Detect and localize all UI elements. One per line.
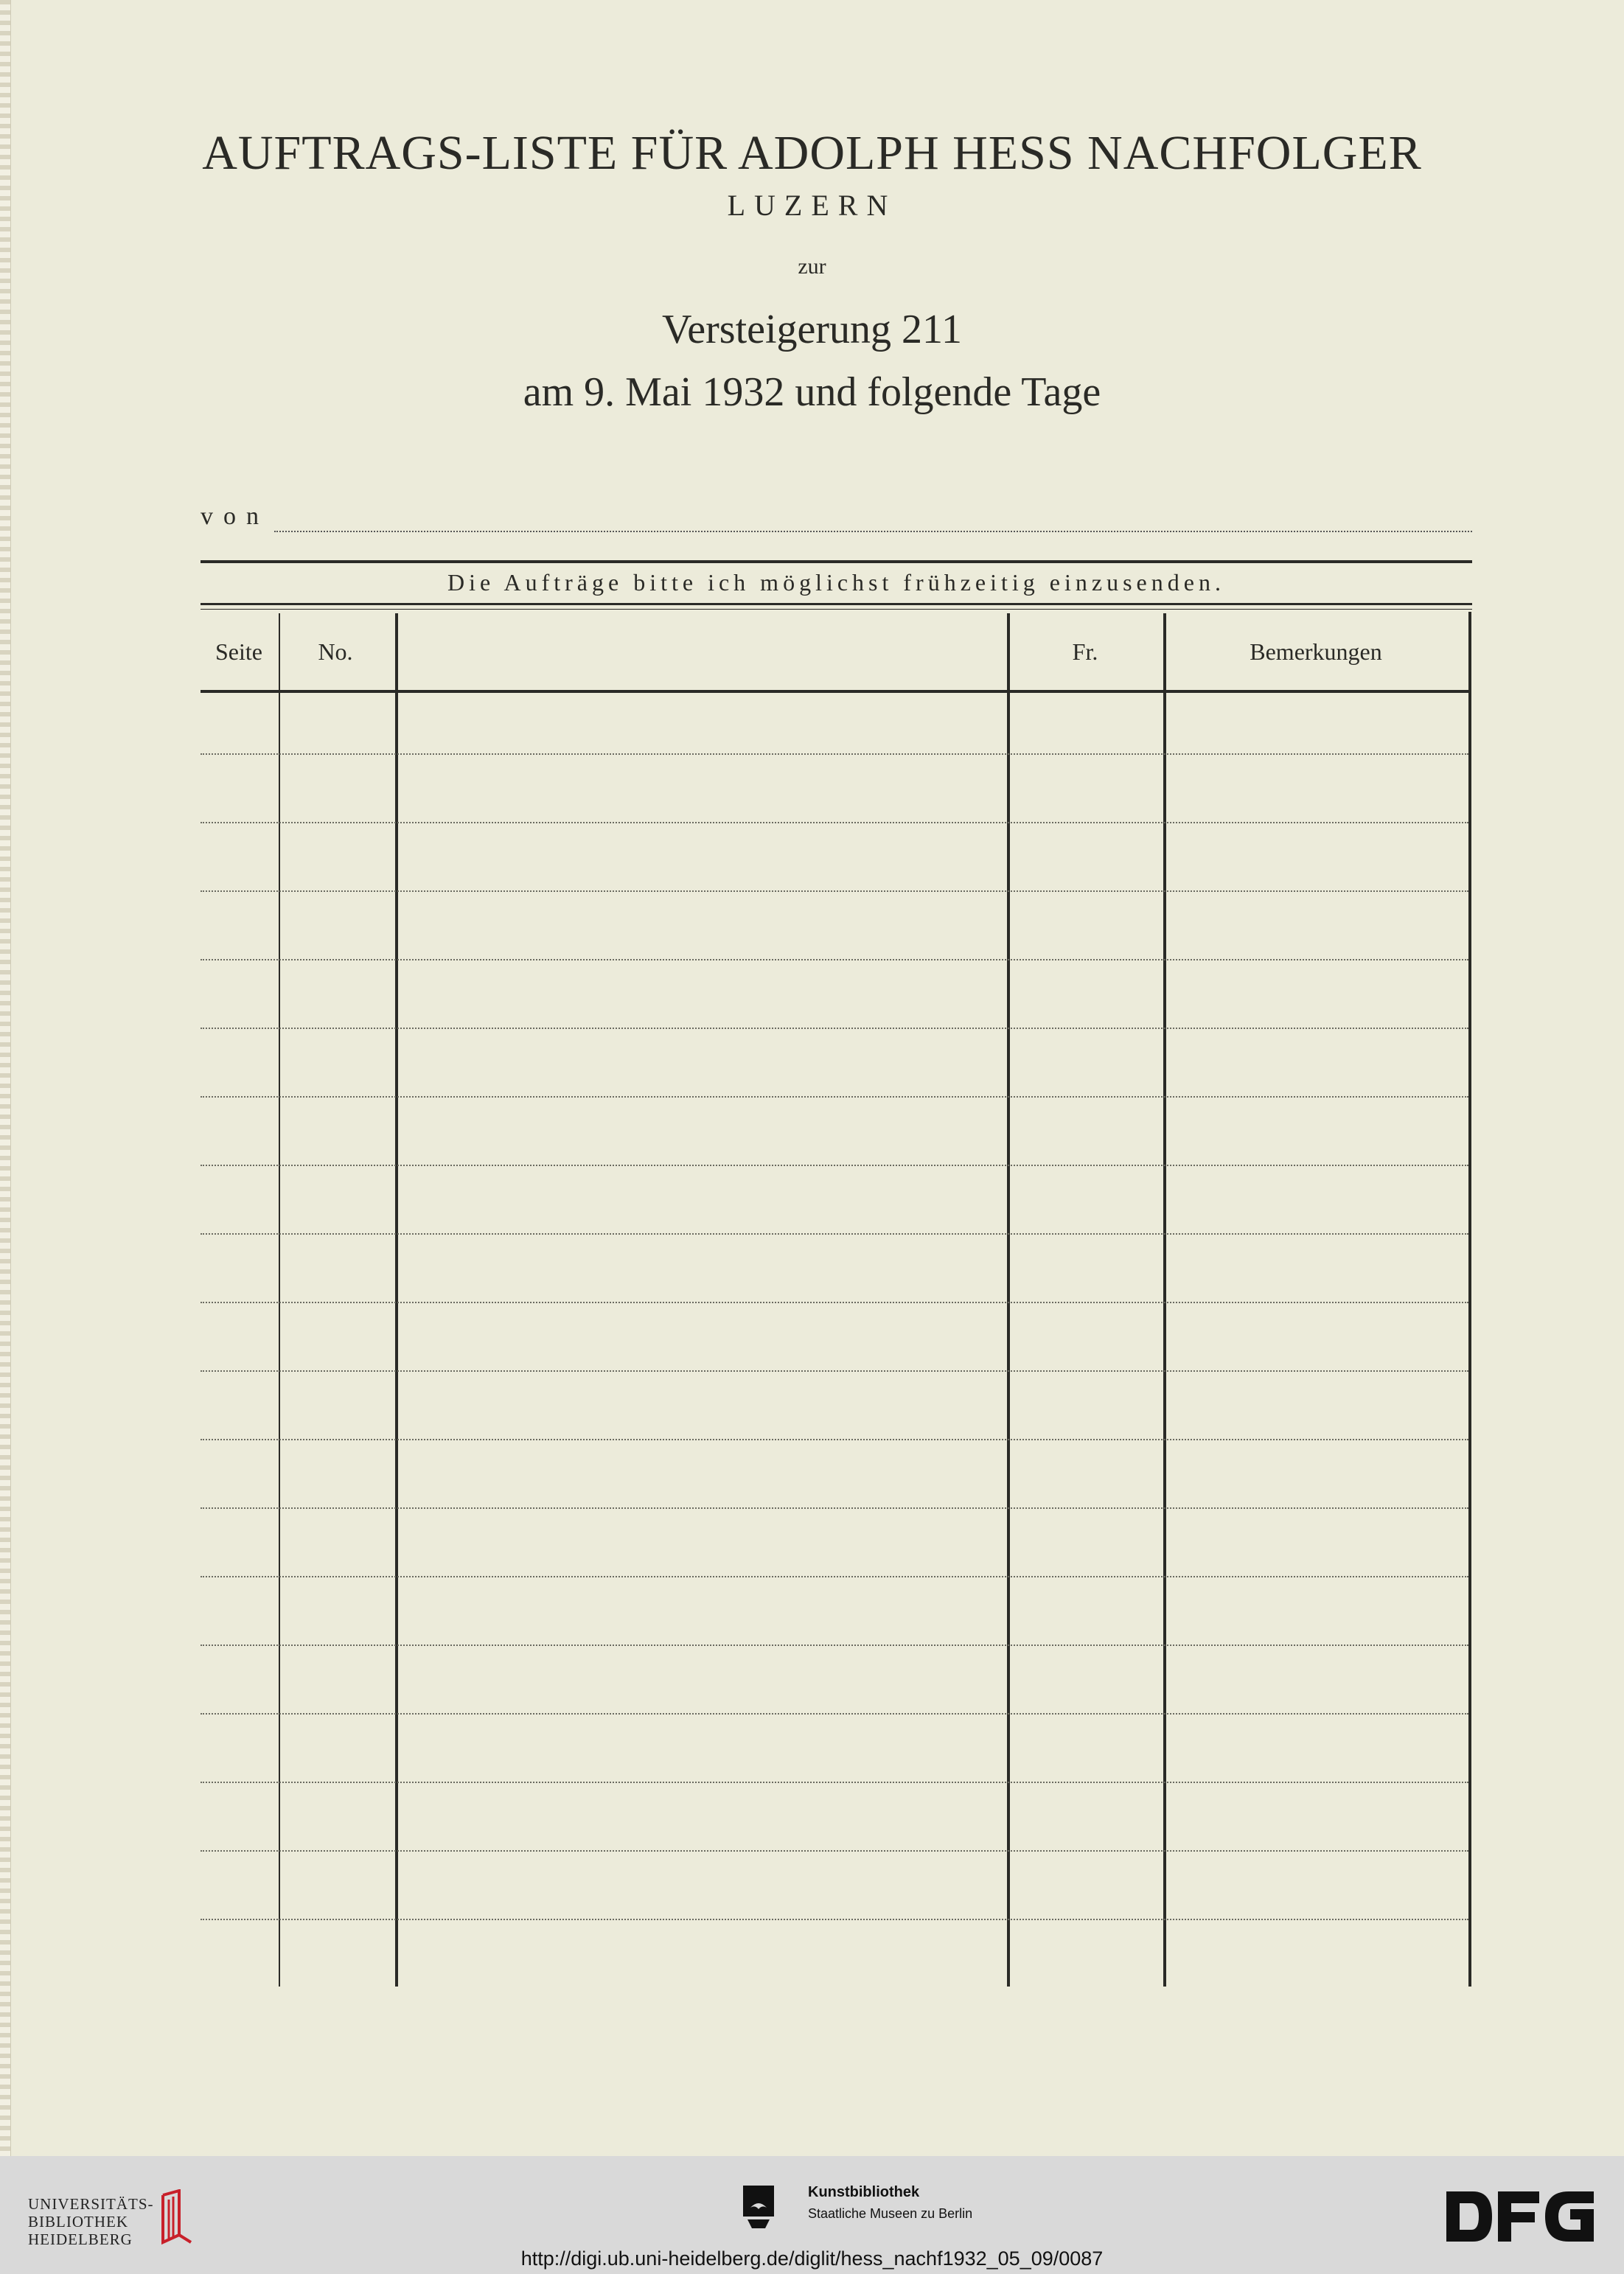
table-row	[201, 1028, 1468, 1029]
table-row	[201, 1370, 1468, 1372]
notice-text: Die Aufträge bitte ich möglichst frühzeitig einzusenden.	[447, 569, 1225, 596]
table-row	[201, 1919, 1468, 1920]
ub-name-line-1: UNIVERSITÄTS-	[28, 2195, 154, 2213]
digitization-footer	[0, 2156, 1624, 2274]
table-row	[201, 1576, 1468, 1577]
table-rows	[201, 693, 1468, 1987]
notice-rule	[201, 603, 1472, 605]
table-row	[201, 1645, 1468, 1646]
header-description	[397, 612, 997, 691]
ub-name-line-3: HEIDELBERG	[28, 2231, 133, 2248]
kunstbibliothek-subtitle: Staatliche Museen zu Berlin	[808, 2206, 973, 2221]
table-row	[201, 1782, 1468, 1783]
header-no: No.	[318, 638, 353, 665]
ub-name-line-2: BIBLIOTHEK	[28, 2213, 128, 2231]
kunstbibliothek-name: Kunstbibliothek	[808, 2184, 920, 2200]
auction-number: Versteigerung 211	[662, 307, 962, 352]
table-row	[201, 1507, 1468, 1509]
from-label: von	[201, 503, 269, 530]
dfg-logo[interactable]	[1443, 2187, 1598, 2246]
document-city: LUZERN	[727, 189, 897, 222]
header-fr: Fr.	[1072, 638, 1098, 665]
table-row	[201, 1233, 1468, 1235]
notice-rule-thin	[201, 609, 1472, 610]
from-dotted-line	[274, 531, 1472, 532]
header-seite: Seite	[215, 638, 262, 665]
table-row	[201, 959, 1468, 960]
auction-date: am 9. Mai 1932 und folgende Tage	[523, 369, 1101, 415]
table-row	[201, 1165, 1468, 1166]
ub-mark-icon	[157, 2189, 194, 2248]
top-rule	[201, 560, 1472, 563]
table-row	[201, 822, 1468, 823]
ub-heidelberg-logo[interactable]	[28, 2182, 198, 2248]
header-bemerkungen: Bemerkungen	[1250, 638, 1382, 665]
table-row	[201, 890, 1468, 892]
document-connector: zur	[798, 254, 826, 279]
source-url[interactable]: http://digi.ub.uni-heidelberg.de/diglit/hess_nachf1932_05_09/0087	[520, 2247, 1104, 2270]
order-table	[201, 612, 1472, 1987]
eagle-icon	[743, 2186, 774, 2228]
document-title: AUFTRAGS-LISTE FÜR ADOLPH HESS NACHFOLGER	[202, 126, 1422, 180]
kunstbibliothek-logo[interactable]	[743, 2180, 1038, 2231]
table-row	[201, 1439, 1468, 1440]
table-row	[201, 1713, 1468, 1715]
table-right-border	[1468, 612, 1471, 1987]
table-row	[201, 1096, 1468, 1098]
table-row	[201, 753, 1468, 755]
ub-heidelberg-name	[28, 2195, 154, 2248]
table-row	[201, 1850, 1468, 1852]
table-row	[201, 1302, 1468, 1303]
from-field	[201, 503, 1472, 532]
